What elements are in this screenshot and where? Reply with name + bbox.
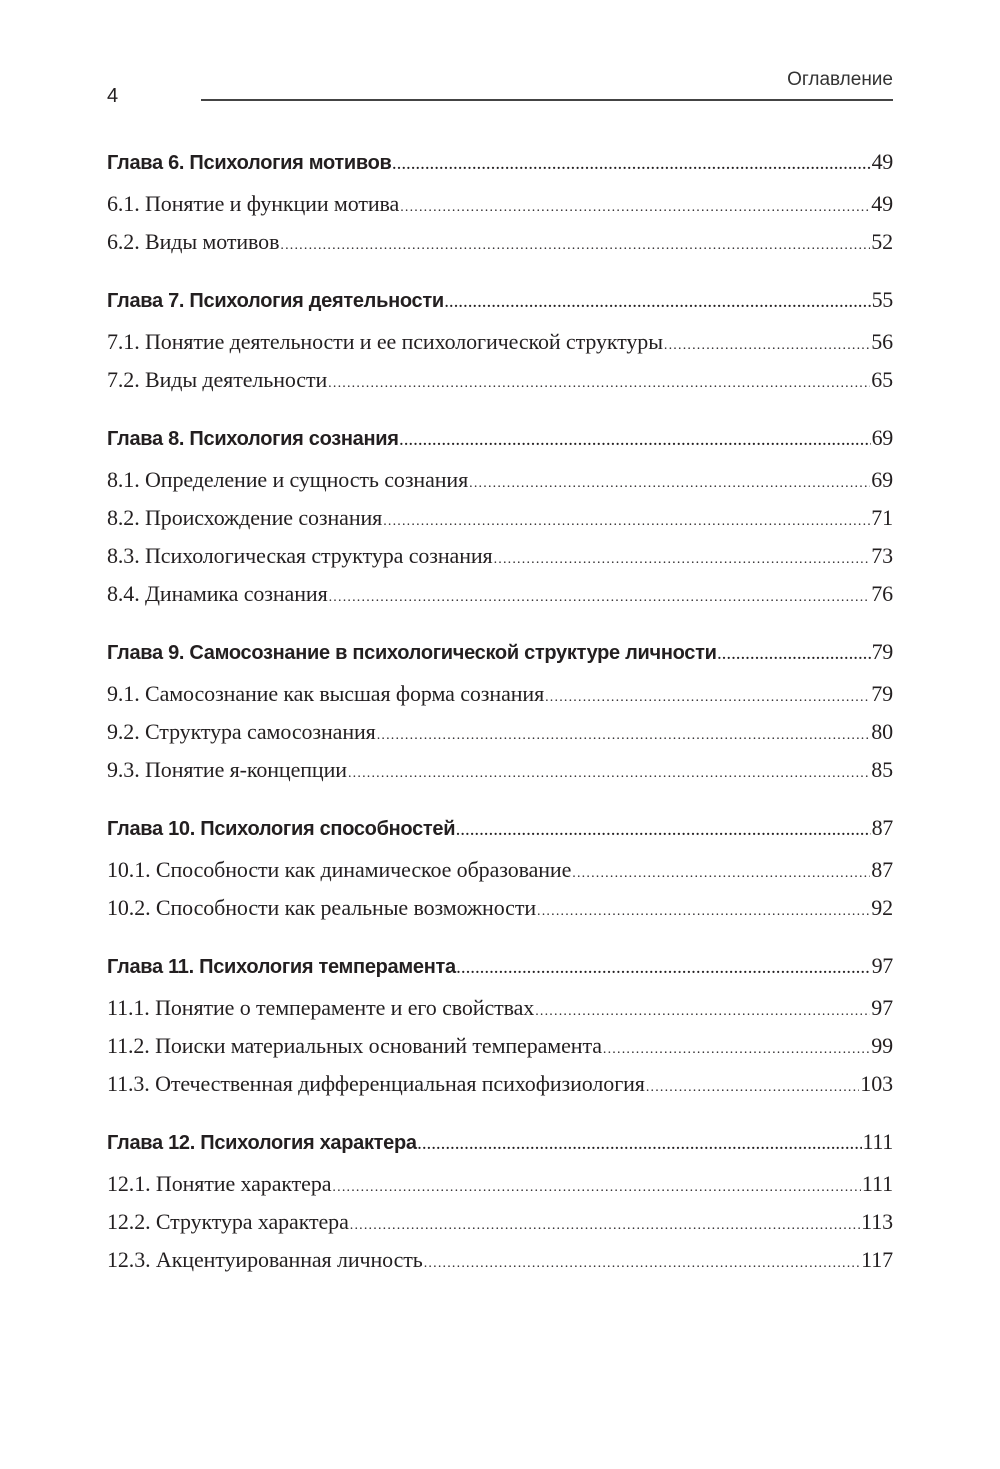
toc-section — [107, 185, 893, 223]
toc-section-page: 56 — [871, 329, 893, 354]
toc-section-title: 12.1. Понятие характера — [107, 1171, 332, 1196]
dot-leader — [424, 1245, 860, 1283]
toc-section-title: 11.3. Отечественная дифференциальная психофизиология — [107, 1071, 645, 1096]
toc-section — [107, 575, 893, 613]
toc-chapter-title: Глава 12. Психология характера — [107, 1132, 417, 1154]
toc-section-page: 99 — [871, 1033, 893, 1058]
toc-chapter-title: Глава 9. Самосознание в психологической структуре личности — [107, 642, 717, 664]
toc-section — [107, 989, 893, 1027]
dot-leader — [332, 1169, 861, 1207]
toc-chapter-block — [107, 283, 893, 399]
toc-chapter-block — [107, 145, 893, 261]
dot-leader — [603, 1031, 870, 1069]
dot-leader — [718, 639, 871, 673]
dot-leader — [329, 579, 871, 617]
toc-section-title: 8.4. Динамика сознания — [107, 581, 328, 606]
toc-chapter — [107, 145, 893, 179]
toc-section-page: 65 — [871, 367, 893, 392]
toc-section-title: 11.2. Поиски материальных оснований темперамента — [107, 1033, 602, 1058]
toc-chapter-page: 55 — [871, 287, 893, 312]
toc-section-title: 7.2. Виды деятельности — [107, 367, 328, 392]
dot-leader — [456, 815, 870, 849]
toc-section — [107, 851, 893, 889]
toc-chapter-page: 97 — [871, 953, 893, 978]
toc-section-page: 111 — [861, 1171, 893, 1196]
toc-section-page: 103 — [860, 1071, 893, 1096]
toc-chapter-title: Глава 11. Психология темперамента — [107, 956, 456, 978]
dot-leader — [328, 365, 870, 403]
dot-leader — [393, 149, 871, 183]
toc-section-title: 10.1. Способности как динамическое образование — [107, 857, 572, 882]
toc-section-page: 87 — [871, 857, 893, 882]
toc-section-title: 12.3. Акцентуированная личность — [107, 1247, 423, 1272]
toc-section — [107, 713, 893, 751]
page-number: 4 — [107, 85, 119, 107]
dot-leader — [348, 755, 870, 793]
toc-section-title: 9.2. Структура самосознания — [107, 719, 376, 744]
toc-section — [107, 1165, 893, 1203]
toc-section-title: 8.1. Определение и сущность сознания — [107, 467, 469, 492]
toc-section-page: 71 — [871, 505, 893, 530]
dot-leader — [457, 953, 871, 987]
toc-section-title: 11.1. Понятие о темпераменте и его свойствах — [107, 995, 535, 1020]
toc-section-title: 6.1. Понятие и функции мотива — [107, 191, 400, 216]
toc-section-page: 52 — [871, 229, 893, 254]
toc-section-page: 73 — [871, 543, 893, 568]
toc-section-page: 80 — [871, 719, 893, 744]
toc-section — [107, 461, 893, 499]
toc-chapter-page: 111 — [862, 1129, 893, 1154]
toc-chapter-block — [107, 811, 893, 927]
toc-chapter-title: Глава 10. Психология способностей — [107, 818, 456, 840]
toc-chapter-page: 49 — [871, 149, 893, 174]
toc-chapter-title: Глава 8. Психология сознания — [107, 428, 399, 450]
toc-chapter — [107, 421, 893, 455]
toc-section — [107, 1241, 893, 1279]
toc-chapter-page: 87 — [871, 815, 893, 840]
toc-section — [107, 1065, 893, 1103]
toc-chapter-block — [107, 421, 893, 613]
toc-section — [107, 323, 893, 361]
toc-section-title: 8.3. Психологическая структура сознания — [107, 543, 493, 568]
toc-chapter-block — [107, 635, 893, 789]
toc-section-page: 117 — [861, 1247, 893, 1272]
toc-section-title: 9.3. Понятие я-концепции — [107, 757, 347, 782]
toc-chapter — [107, 283, 893, 317]
toc-section-title: 7.1. Понятие деятельности и ее психологической структуры — [107, 329, 663, 354]
toc-section-title: 6.2. Виды мотивов — [107, 229, 280, 254]
toc-section — [107, 1203, 893, 1241]
toc-section — [107, 1027, 893, 1065]
toc-section-page: 97 — [871, 995, 893, 1020]
toc-chapter-page: 79 — [871, 639, 893, 664]
toc-section-page: 79 — [871, 681, 893, 706]
toc-chapter-title: Глава 7. Психология деятельности — [107, 290, 444, 312]
toc-section-title: 12.2. Структура характера — [107, 1209, 349, 1234]
toc-section-title: 9.1. Самосознание как высшая форма сознания — [107, 681, 545, 706]
toc-chapter — [107, 635, 893, 669]
toc-section — [107, 499, 893, 537]
dot-leader — [537, 893, 870, 931]
toc-section — [107, 675, 893, 713]
dot-leader — [418, 1129, 862, 1163]
dot-leader — [664, 327, 870, 365]
dot-leader — [400, 189, 870, 227]
toc-chapter — [107, 949, 893, 983]
toc-section — [107, 223, 893, 261]
toc-chapter-block — [107, 1125, 893, 1279]
toc-section — [107, 537, 893, 575]
running-head-title: Оглавление — [787, 69, 893, 90]
toc-chapter-title: Глава 6. Психология мотивов — [107, 152, 392, 174]
dot-leader — [400, 425, 871, 459]
dot-leader — [494, 541, 871, 579]
dot-leader — [445, 287, 871, 321]
toc-chapter-page: 69 — [871, 425, 893, 450]
dot-leader — [646, 1069, 859, 1107]
table-of-contents — [107, 145, 893, 1301]
dot-leader — [383, 503, 870, 541]
toc-section-title: 8.2. Происхождение сознания — [107, 505, 383, 530]
dot-leader — [572, 855, 870, 893]
toc-chapter-block — [107, 949, 893, 1103]
toc-section — [107, 889, 893, 927]
toc-section-page: 113 — [861, 1209, 893, 1234]
dot-leader — [350, 1207, 860, 1245]
toc-section-page: 69 — [871, 467, 893, 492]
toc-section-title: 10.2. Способности как реальные возможности — [107, 895, 537, 920]
toc-section — [107, 361, 893, 399]
toc-section-page: 76 — [871, 581, 893, 606]
dot-leader — [545, 679, 870, 717]
dot-leader — [469, 465, 870, 503]
dot-leader — [280, 227, 870, 265]
toc-section-page: 49 — [871, 191, 893, 216]
toc-chapter — [107, 1125, 893, 1159]
dot-leader — [377, 717, 870, 755]
toc-chapter — [107, 811, 893, 845]
toc-section-page: 85 — [871, 757, 893, 782]
header-rule — [201, 99, 893, 101]
dot-leader — [535, 993, 870, 1031]
toc-section — [107, 751, 893, 789]
toc-section-page: 92 — [871, 895, 893, 920]
